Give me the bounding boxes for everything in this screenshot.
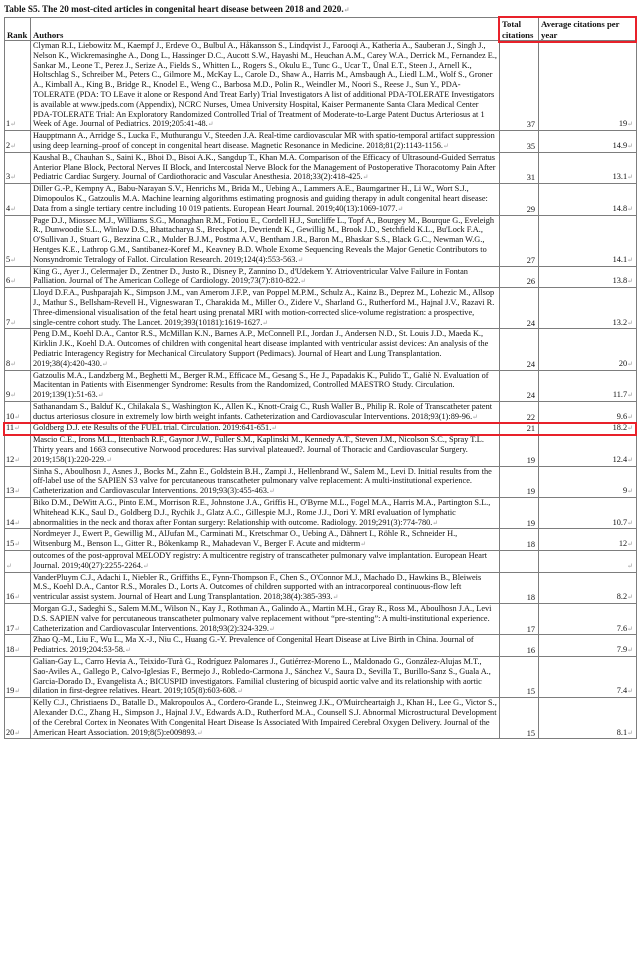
rank-cell bbox=[5, 572, 31, 603]
total-citations-cell bbox=[500, 698, 539, 739]
table-row bbox=[5, 604, 637, 635]
rank-cell-text: 6 bbox=[6, 276, 11, 286]
rank-cell-text: 13 bbox=[6, 486, 15, 496]
table-row bbox=[5, 635, 637, 657]
authors-cell bbox=[31, 423, 500, 435]
paragraph-mark: ↵ bbox=[10, 173, 17, 182]
paragraph-mark: ↵ bbox=[360, 540, 367, 549]
paragraph-mark: ↵ bbox=[343, 6, 350, 14]
authors-cell bbox=[31, 152, 500, 183]
paragraph-mark: ↵ bbox=[10, 255, 17, 264]
paragraph-mark: ↵ bbox=[627, 728, 633, 737]
authors-cell-text: Galian-Gay L., Carro Hevia A., Teixido-Turà G., Rodríguez Palomares J., Gutiérrez-Moreno L., Maldonado G., González-Alujas M.T., Sao-Aviles A., Gallego P., Calvo-Iglesias F., Bermejo J., Robledo-Carmona J., Sánchez V., Saura D., Sevilla T., Burillo-Sanz S., Guala A., Garcia-Dorado D., Evangelista A.; BICUSPID investigators. Familial clustering of bicuspid aortic valve and its relationship with aortic dilation in first-degree relatives. Heart. 2019;105(8):603-608. bbox=[33, 657, 491, 696]
average-citations-cell bbox=[539, 551, 637, 573]
total-citations-cell bbox=[500, 131, 539, 153]
total-citations-cell-text: 19 bbox=[526, 487, 535, 497]
average-citations-cell bbox=[539, 184, 637, 215]
total-citations-cell bbox=[500, 266, 539, 288]
table-row bbox=[5, 288, 637, 329]
paragraph-mark: ↵ bbox=[432, 518, 439, 527]
average-citations-cell-text: 12.4 bbox=[612, 454, 628, 464]
average-citations-cell-text: 13.1 bbox=[612, 172, 628, 182]
paragraph-mark: ↵ bbox=[10, 277, 17, 286]
total-citations-cell-text: 17 bbox=[526, 624, 535, 634]
total-citations-cell bbox=[500, 215, 539, 266]
paragraph-mark: ↵ bbox=[627, 518, 633, 527]
table-row bbox=[5, 184, 637, 215]
average-citations-cell bbox=[539, 423, 637, 435]
paragraph-mark: ↵ bbox=[472, 412, 479, 421]
total-citations-cell bbox=[500, 184, 539, 215]
table-row bbox=[5, 215, 637, 266]
average-citations-header: Average citations per year bbox=[539, 18, 637, 41]
paragraph-mark: ↵ bbox=[627, 120, 633, 129]
average-citations-cell bbox=[539, 529, 637, 551]
paragraph-mark: ↵ bbox=[14, 412, 21, 421]
rank-cell bbox=[5, 698, 31, 739]
paragraph-mark: ↵ bbox=[297, 255, 304, 264]
rank-cell bbox=[5, 152, 31, 183]
total-citations-cell bbox=[500, 466, 539, 497]
authors-cell-text: Haupptmann A., Arridge S., Lucka F., Muthurangu V., Steeden J.A. Real-time cardiovascular MR with spatio-temporal artifact suppression using deep learning–proof of concept in congenital heart disease. Magnetic Resonance in Medicine. 2018;81(2):1143-1156. bbox=[33, 131, 495, 150]
total-citations-cell bbox=[500, 370, 539, 401]
paragraph-mark: ↵ bbox=[14, 540, 21, 549]
rank-cell-text: 10 bbox=[6, 411, 15, 421]
average-citations-cell bbox=[539, 288, 637, 329]
rank-cell-text: 1 bbox=[6, 119, 11, 129]
rank-cell-text: 18 bbox=[6, 645, 15, 655]
authors-cell-text: Clyman R.I., Liebowitz M., Kaempf J., Erdeve O., Bulbul A., Håkansson S., Lindqvist J., Farooqi A., Katheria A., Sauberan J., Singh J., Nelson K., Wickremasinghe A., Dong L., Hassinger D.C., Aucott S.W., Hayashi M., Heuchan A.M., Carey W.A., Derrick M., Fernandez E., Sankar M., Leone T., Perez J., Serize A., Fields S., Whitten L., Rogers S., Okulu E., Tunc G., Ucar T., Ünal E.T., Steen J., Arnell K., Holtschlag S., Schreiber M., Peters C., Gilmore M., McKay L., Carole D., Shaw A., Harris M., Amsbaugh A., Liedl L.M., Wolf S., Groner A., Kimball A., King B., Bridge R., Knodel E., Weng C., Barbosa M.D., Polin R., Weindler M., Noori S., Reese J., Sun Y., PDA-TOLERATE (PDA: TO LEave it alone or Respond And Treat Early) Trial Investigators A list of additional PDA-TOLERATE Investigators is available at www.jpeds.com (Appendix), NCRC Nurses, Umea University Hospital, Kaiser Permanente Santa Clara Medical Center PDA-TOLERATE Trial: An Exploratory Randomized Controlled Trial of Treatment of Moderate-to-Large Patent Ductus Arteriosus at 1 Week of Age. Journal of Pediatrics. 2019;205:41-48. bbox=[33, 41, 497, 129]
paragraph-mark: ↵ bbox=[442, 141, 449, 150]
average-citations-cell bbox=[539, 152, 637, 183]
total-citations-cell-text: 19 bbox=[526, 518, 535, 528]
authors-cell-text: Nordmeyer J., Ewert P., Gewillig M., AlJufan M., Carminati M., Kretschmar O., Uebing A., Dähnert I., Röhle R., Schneider H., Witsenburg M., Benson L., Gitter R., Bökenkamp R., Mahadevan V., Berger F. Acute and midterm bbox=[33, 529, 458, 549]
paragraph-mark: ↵ bbox=[300, 277, 307, 286]
paragraph-mark: ↵ bbox=[196, 728, 203, 737]
rank-cell-text: 9 bbox=[6, 390, 11, 400]
table-row bbox=[5, 423, 637, 435]
average-citations-cell-text: 14.8 bbox=[612, 203, 628, 213]
average-citations-cell-text: 7.4 bbox=[616, 686, 628, 696]
authors-cell bbox=[31, 572, 500, 603]
total-citations-cell bbox=[500, 423, 539, 435]
paragraph-mark: ↵ bbox=[14, 455, 21, 464]
paragraph-mark: ↵ bbox=[627, 318, 633, 327]
paragraph-mark: ↵ bbox=[627, 540, 633, 549]
authors-cell-text: Lloyd D.F.A., Pushparajah K., Simpson J.M., van Amerom J.F.P., van Poppel M.P.M., Schulz A., Kainz B., Deprez M., Lohezic M., Allsop J., Mathur S., Bellsham-Revell H., Vigneswaran T., Charakida M., Miller O., Zidere V., Sharland G., Rutherford M., Hajnal J.V., Razavi R. Three-dimensional visualisation of the fetal heart using prenatal MRI with motion-corrected slice-volume registration: a prospective, single-centre cohort study. The Lancet. 2019;393(10181):1619-1627. bbox=[33, 288, 495, 327]
table-row bbox=[5, 131, 637, 153]
average-citations-cell bbox=[539, 131, 637, 153]
paragraph-mark: ↵ bbox=[332, 593, 339, 602]
total-citations-cell-text: 16 bbox=[526, 646, 535, 656]
authors-cell-text: Gatzoulis M.A., Landzberg M., Beghetti M., Berger R.M., Efficace M., Gesang S., He J., Papadakis K., Pulido T., Galiè N. Evaluation of Macitentan in Patients with Eisenmenger Syndrome: Results from the Randomized, Controlled MAESTRO Study. Circulation. 2019;139(1):51-63. bbox=[33, 370, 489, 400]
paragraph-mark: ↵ bbox=[627, 173, 633, 182]
total-citations-cell-text: 21 bbox=[526, 424, 535, 434]
total-citations-cell-text: 15 bbox=[526, 687, 535, 697]
paragraph-mark: ↵ bbox=[627, 424, 633, 433]
average-citations-cell-text: 9 bbox=[622, 486, 628, 496]
rank-cell bbox=[5, 288, 31, 329]
paragraph-mark: ↵ bbox=[207, 120, 214, 129]
total-citations-cell-text: 24 bbox=[526, 359, 535, 369]
table-row bbox=[5, 498, 637, 529]
table-row bbox=[5, 698, 637, 739]
average-citations-cell bbox=[539, 698, 637, 739]
total-citations-cell-text: 18 bbox=[526, 593, 535, 603]
table-row bbox=[5, 435, 637, 466]
authors-cell bbox=[31, 435, 500, 466]
total-citations-cell-text: 35 bbox=[526, 141, 535, 151]
average-citations-cell bbox=[539, 41, 637, 131]
authors-cell-text: VanderPluym C.J., Adachi I., Niebler R., Griffiths E., Fynn-Thompson F., Chen S., O'Connor M.J., Machado D., Hawkins B., Bleiweis M.S., Koehl D.A., Cantor R.S., Morales D., Lorts A. Outcomes of children supported with an intracorporeal continuous-flow left ventricular assist system. Journal of Heart and Lung Transplantation. 2018;38(4):385-393. bbox=[33, 572, 482, 602]
rank-cell bbox=[5, 466, 31, 497]
authors-cell-text: Peng D.M., Koehl D.A., Cantor R.S., McMillan K.N., Barnes A.P., McConnell P.I., Jordan J., Andersen N.D., St. Louis J.D., Maeda K., Kirklin J.K., Koehl D.A. Outcomes of children with congenital heart disease implanted with ventricular assist devices: An analysis of the Pediatric Interagency Registry for Mechanical Circulatory Support (Pedimacs). Journal of Heart and Lung Transplantation. 2019;38(4):420-430. bbox=[33, 329, 489, 368]
rank-cell-text: 15 bbox=[6, 539, 15, 549]
citations-table bbox=[4, 17, 637, 739]
authors-cell bbox=[31, 329, 500, 370]
average-citations-cell-text: 7.6 bbox=[616, 623, 628, 633]
total-citations-cell bbox=[500, 604, 539, 635]
paragraph-mark: ↵ bbox=[237, 687, 244, 696]
average-citations-cell bbox=[539, 435, 637, 466]
rank-cell bbox=[5, 401, 31, 423]
document-page bbox=[4, 3, 636, 739]
authors-cell bbox=[31, 215, 500, 266]
average-citations-cell bbox=[539, 657, 637, 698]
average-citations-cell-text: 14.1 bbox=[612, 254, 628, 264]
rank-cell bbox=[5, 551, 31, 573]
paragraph-mark: ↵ bbox=[627, 255, 633, 264]
rank-cell bbox=[5, 435, 31, 466]
paragraph-mark: ↵ bbox=[14, 424, 20, 433]
average-citations-cell bbox=[539, 215, 637, 266]
rank-cell-text: 17 bbox=[6, 623, 15, 633]
authors-cell-text: Morgan G.J., Sadeghi S., Salem M.M., Wilson N., Kay J., Rothman A., Galindo A., Martin M.H., Gray R., Ross M., Aboulhosn J.A., Levi D.S. SAPIEN valve for percutaneous transcatheter pulmonary valve replacement without “pre-stenting”: A multi-institutional experience. Catheterization and Cardiovascular Interventions. 2018;93(2):324-329. bbox=[33, 604, 492, 633]
authors-cell bbox=[31, 604, 500, 635]
paragraph-mark: ↵ bbox=[627, 455, 633, 464]
total-citations-cell-text: 31 bbox=[526, 173, 535, 183]
rank-cell bbox=[5, 604, 31, 635]
header-row bbox=[5, 18, 637, 41]
paragraph-mark: ↵ bbox=[10, 318, 17, 327]
average-citations-cell-text: 7.9 bbox=[616, 645, 628, 655]
table-row bbox=[5, 572, 637, 603]
average-citations-cell bbox=[539, 370, 637, 401]
authors-cell bbox=[31, 131, 500, 153]
paragraph-mark: ↵ bbox=[14, 487, 21, 496]
average-citations-cell-text: 13.2 bbox=[612, 317, 628, 327]
total-citations-cell bbox=[500, 572, 539, 603]
paragraph-mark: ↵ bbox=[10, 120, 17, 129]
rank-cell-text: 11 bbox=[6, 423, 14, 433]
rank-cell-text: 4 bbox=[6, 203, 11, 213]
average-citations-cell bbox=[539, 266, 637, 288]
authors-cell-text: Sathanandam S., Balduf K., Chilakala S., Washington K., Allen K., Knott-Craig C., Rush Waller B., Philip R. Role of Transcatheter patent ductus arteriosus closure in extremely low birth weight infants. Catheterization and Cardiovascular Interventions. 2018;93(1):89-96. bbox=[33, 401, 493, 421]
table-caption bbox=[4, 3, 636, 17]
rank-cell-text: 2 bbox=[6, 140, 11, 150]
rank-cell bbox=[5, 529, 31, 551]
paragraph-mark: ↵ bbox=[14, 518, 21, 527]
authors-cell-text: Mascio C.E., Irons M.L., Ittenbach R.F., Gaynor J.W., Fuller S.M., Kaplinski M., Kennedy A.T., Steven J.M., Nicolson S.C., Spray T.L. Thirty years and 1663 consecutive Norwood procedures: Has survival plateaued?. Journal of Thoracic and Cardiovascular Surgery. 2019;158(1):220-229. bbox=[33, 435, 484, 464]
paragraph-mark: ↵ bbox=[627, 412, 633, 421]
authors-cell bbox=[31, 498, 500, 529]
paragraph-mark: ↵ bbox=[627, 359, 633, 368]
authors-cell bbox=[31, 551, 500, 573]
total-citations-cell bbox=[500, 498, 539, 529]
average-citations-cell-text: 10.7 bbox=[612, 517, 628, 527]
table-row bbox=[5, 370, 637, 401]
rank-cell-text: 12 bbox=[6, 454, 15, 464]
authors-cell bbox=[31, 41, 500, 131]
total-citations-cell bbox=[500, 41, 539, 131]
authors-cell bbox=[31, 635, 500, 657]
table-row bbox=[5, 329, 637, 370]
rank-cell bbox=[5, 131, 31, 153]
total-citations-cell bbox=[500, 551, 539, 573]
authors-cell-text: Kaushal B., Chauhan S., Saini K., Bhoi D., Bisoi A.K., Sangdup T., Khan M.A. Comparison of the Efficacy of Ultrasound-Guided Serratus Anterior Plane Block, Pectoral Nerves II Block, and Intercostal Nerve Block for the Management of Postoperative Thoracotomy Pain After Pediatric Cardiac Surgery. Journal of Cardiothoracic and Vascular Anesthesia. 2018;33(2):418-425. bbox=[33, 152, 496, 182]
paragraph-mark: ↵ bbox=[142, 561, 149, 570]
total-citations-cell-text: 26 bbox=[526, 277, 535, 287]
total-citations-cell-text: 19 bbox=[526, 455, 535, 465]
average-citations-cell bbox=[539, 635, 637, 657]
rank-cell bbox=[5, 657, 31, 698]
rank-cell bbox=[5, 41, 31, 131]
table-row bbox=[5, 466, 637, 497]
paragraph-mark: ↵ bbox=[362, 173, 369, 182]
table-row bbox=[5, 41, 637, 131]
paragraph-mark: ↵ bbox=[97, 391, 104, 400]
paragraph-mark: ↵ bbox=[627, 391, 633, 400]
authors-cell-text: Biko D.M., DeWitt A.G., Pinto E.M., Morrison R.E., Johnstone J.A., Griffis H., O'Byrne M.L., Fogel M.A., Harris M.A., Partington S.L., Whitehead K.K., Saul D., Goldberg D.J., Rychik J., Glatz A.C., Gillespie M.J., Rome J.J., Dori Y. MRI evaluation of lymphatic abnormalities in the neck and thorax after Fontan surgery: Relationship with outcome. Radiology. 2019;291(3):774-780. bbox=[33, 498, 491, 527]
paragraph-mark: ↵ bbox=[6, 561, 12, 570]
rank-cell-text: 3 bbox=[6, 172, 11, 182]
authors-cell bbox=[31, 370, 500, 401]
rank-cell-text: 20 bbox=[6, 727, 15, 737]
rank-cell-text: 19 bbox=[6, 686, 15, 696]
total-citations-cell-text: 22 bbox=[526, 412, 535, 422]
authors-header: Authors bbox=[31, 18, 500, 41]
authors-cell-text: Goldberg D.J. ete Results of the FUEL trial. Circulation. 2019:641-651. bbox=[33, 423, 272, 433]
rank-cell-text: 5 bbox=[6, 254, 11, 264]
table-row bbox=[5, 152, 637, 183]
paragraph-mark: ↵ bbox=[627, 204, 633, 213]
authors-cell bbox=[31, 288, 500, 329]
paragraph-mark: ↵ bbox=[101, 359, 108, 368]
caption-text: Table S5. The 20 most-cited articles in congenital heart disease between 2018 and 2020. bbox=[4, 4, 344, 14]
paragraph-mark: ↵ bbox=[397, 204, 404, 213]
paragraph-mark: ↵ bbox=[14, 687, 21, 696]
average-citations-cell-text: 8.1 bbox=[616, 727, 628, 737]
average-citations-cell-text: 20 bbox=[618, 358, 628, 368]
authors-cell-text: Diller G.-P., Kempny A., Babu-Narayan S.V., Henrichs M., Brida M., Uebing A., Lammers A.E., Baumgartner H., Li W., Wort S.J., Dimopoulos K., Gatzoulis M.A. Machine learning algorithms estimating prognosis and guiding therapy in adult congenital heart disease: Data from a single tertiary centre including 10 019 patients. European Heart Journal. 2019;40(13):1069-1077. bbox=[33, 184, 488, 213]
rank-cell-text: 14 bbox=[6, 517, 15, 527]
authors-cell-text: Zhao Q.-M., Liu F., Wu L., Ma X.-J., Niu C., Huang G.-Y. Prevalence of Congenital Heart Disease at Live Birth in China. Journal of Pediatrics. 2019;204:53-58. bbox=[33, 635, 474, 655]
rank-cell bbox=[5, 423, 31, 435]
average-citations-cell-text: 12 bbox=[618, 539, 628, 549]
rank-header: Rank bbox=[5, 18, 31, 41]
rank-cell-text: 16 bbox=[6, 592, 15, 602]
paragraph-mark: ↵ bbox=[268, 487, 275, 496]
paragraph-mark: ↵ bbox=[124, 646, 131, 655]
rank-cell-text: 7 bbox=[6, 317, 11, 327]
paragraph-mark: ↵ bbox=[10, 391, 17, 400]
total-citations-cell-text: 24 bbox=[526, 391, 535, 401]
authors-cell-text: Sinha S., Aboulhosn J., Asnes J., Bocks M., Zahn E., Goldstein B.H., Zampi J., Hellenbrand W., Salem M., Levi D. Initial results from the off-label use of the SAPIEN S3 valve for percutaneous transcatheter pulmonary valve replacement: A multi-institutional experience. Catheterization and Cardiovascular Interventions. 2019;93(3):455-463. bbox=[33, 466, 492, 496]
total-citations-cell bbox=[500, 657, 539, 698]
authors-cell bbox=[31, 529, 500, 551]
paragraph-mark: ↵ bbox=[14, 624, 21, 633]
total-citations-cell bbox=[500, 435, 539, 466]
total-citations-cell-text: 15 bbox=[526, 728, 535, 738]
rank-cell bbox=[5, 635, 31, 657]
rank-cell bbox=[5, 370, 31, 401]
paragraph-mark: ↵ bbox=[14, 728, 21, 737]
average-citations-cell-text: 8.2 bbox=[616, 592, 628, 602]
total-citations-cell bbox=[500, 529, 539, 551]
rank-cell bbox=[5, 184, 31, 215]
authors-cell-text: King G., Ayer J., Celermajer D., Zentner D., Justo R., Disney P., Zannino D., d'Udekem Y. Atrioventricular Valve Failure in Fontan Palliation. Journal of The American College of Cardiology. 2019;73(7):810-822. bbox=[33, 266, 468, 286]
total-citations-cell-text: 37 bbox=[526, 120, 535, 130]
authors-cell bbox=[31, 401, 500, 423]
authors-cell bbox=[31, 657, 500, 698]
authors-cell bbox=[31, 698, 500, 739]
rank-cell bbox=[5, 498, 31, 529]
paragraph-mark: ↵ bbox=[627, 624, 633, 633]
average-citations-cell bbox=[539, 401, 637, 423]
rank-cell bbox=[5, 329, 31, 370]
authors-cell bbox=[31, 184, 500, 215]
rank-cell-text: 8 bbox=[6, 358, 11, 368]
table-row bbox=[5, 551, 637, 573]
average-citations-cell bbox=[539, 604, 637, 635]
total-citations-cell bbox=[500, 288, 539, 329]
paragraph-mark: ↵ bbox=[10, 141, 17, 150]
paragraph-mark: ↵ bbox=[14, 646, 21, 655]
total-citations-header: Total citations bbox=[500, 18, 539, 41]
table-row bbox=[5, 529, 637, 551]
paragraph-mark: ↵ bbox=[627, 593, 633, 602]
average-citations-cell-text: 13.8 bbox=[612, 276, 628, 286]
paragraph-mark: ↵ bbox=[14, 593, 21, 602]
total-citations-cell bbox=[500, 152, 539, 183]
authors-cell bbox=[31, 466, 500, 497]
table-row bbox=[5, 401, 637, 423]
paragraph-mark: ↵ bbox=[627, 277, 633, 286]
authors-cell-text: outcomes of the post-approval MELODY registry: A multicentre registry of transcatheter pulmonary valve implantation. European Heart Journal. 2019;40(27):2255-2264. bbox=[33, 551, 488, 570]
average-citations-cell bbox=[539, 329, 637, 370]
rank-cell bbox=[5, 266, 31, 288]
total-citations-cell bbox=[500, 635, 539, 657]
average-citations-cell-text: 9.6 bbox=[616, 411, 628, 421]
average-citations-cell bbox=[539, 466, 637, 497]
paragraph-mark: ↵ bbox=[627, 141, 633, 150]
paragraph-mark: ↵ bbox=[627, 561, 633, 570]
total-citations-cell bbox=[500, 401, 539, 423]
paragraph-mark: ↵ bbox=[627, 687, 633, 696]
table-row bbox=[5, 266, 637, 288]
paragraph-mark: ↵ bbox=[627, 487, 633, 496]
average-citations-cell bbox=[539, 498, 637, 529]
paragraph-mark: ↵ bbox=[10, 204, 17, 213]
average-citations-cell-text: 18.2 bbox=[612, 423, 628, 433]
total-citations-cell-text: 24 bbox=[526, 318, 535, 328]
authors-cell-text: Kelly C.J., Christiaens D., Batalle D., Makropoulos A., Cordero-Grande L., Steinweg J.K., O'Muircheartaigh J., Khan H., Lee G., Victor S., Alexander D.C., Zhang H., Simpson J., Hajnal J.V., Edwards A.D., Rutherford M.A., Counsell S.J. Abnormal Microstructural Development of the Cerebral Cortex in Neonates With Congenital Heart Disease Is Associated With Impaired Cerebral Oxygen Delivery. Journal of the American Heart Association. 2019;8(5):e009893. bbox=[33, 698, 497, 737]
paragraph-mark: ↵ bbox=[627, 646, 633, 655]
average-citations-cell-text: 14.9 bbox=[612, 140, 628, 150]
table-body bbox=[5, 41, 637, 739]
table-row bbox=[5, 657, 637, 698]
rank-cell bbox=[5, 215, 31, 266]
paragraph-mark: ↵ bbox=[106, 455, 112, 464]
authors-cell-text: Page D.J., Miossec M.J., Williams S.G., Monaghan R.M., Fotiou E., Cordell H.J., Sutcliffe L., Topf A., Bourgey M., Bourque G., Eveleigh R., Dunwoodie S.L., Winlaw D.S., Bhattacharya S., Breckpot J., Devriendt K., Gewillig M., Brook J.D., Setchfield K.L., Bu'Lock F.A., O'Sullivan J., Stuart G., Bezzina C.R., Mulder B.J.M., Postma A.V., Bentham J.R., Baron M., Bhaskar S.S., Black G.C., Newman W.G., Hentges K.E., Lathrop G.M., Santibanez-Koref M., Keavney B.D. Whole Exome Sequencing Reveals the Major Genetic Contributors to Nonsyndromic Tetralogy of Fallot. Circulation Research. 2019;124(4):553-563. bbox=[33, 215, 495, 264]
average-citations-cell bbox=[539, 572, 637, 603]
total-citations-cell-text: 27 bbox=[526, 255, 535, 265]
authors-cell bbox=[31, 266, 500, 288]
paragraph-mark: ↵ bbox=[262, 318, 269, 327]
paragraph-mark: ↵ bbox=[10, 359, 17, 368]
total-citations-cell bbox=[500, 329, 539, 370]
average-citations-cell-text: 11.7 bbox=[612, 390, 628, 400]
paragraph-mark: ↵ bbox=[268, 624, 275, 633]
total-citations-cell-text: 29 bbox=[526, 204, 535, 214]
average-citations-cell-text: 19 bbox=[618, 119, 628, 129]
total-citations-cell-text: 18 bbox=[526, 540, 535, 550]
paragraph-mark: ↵ bbox=[271, 424, 278, 433]
